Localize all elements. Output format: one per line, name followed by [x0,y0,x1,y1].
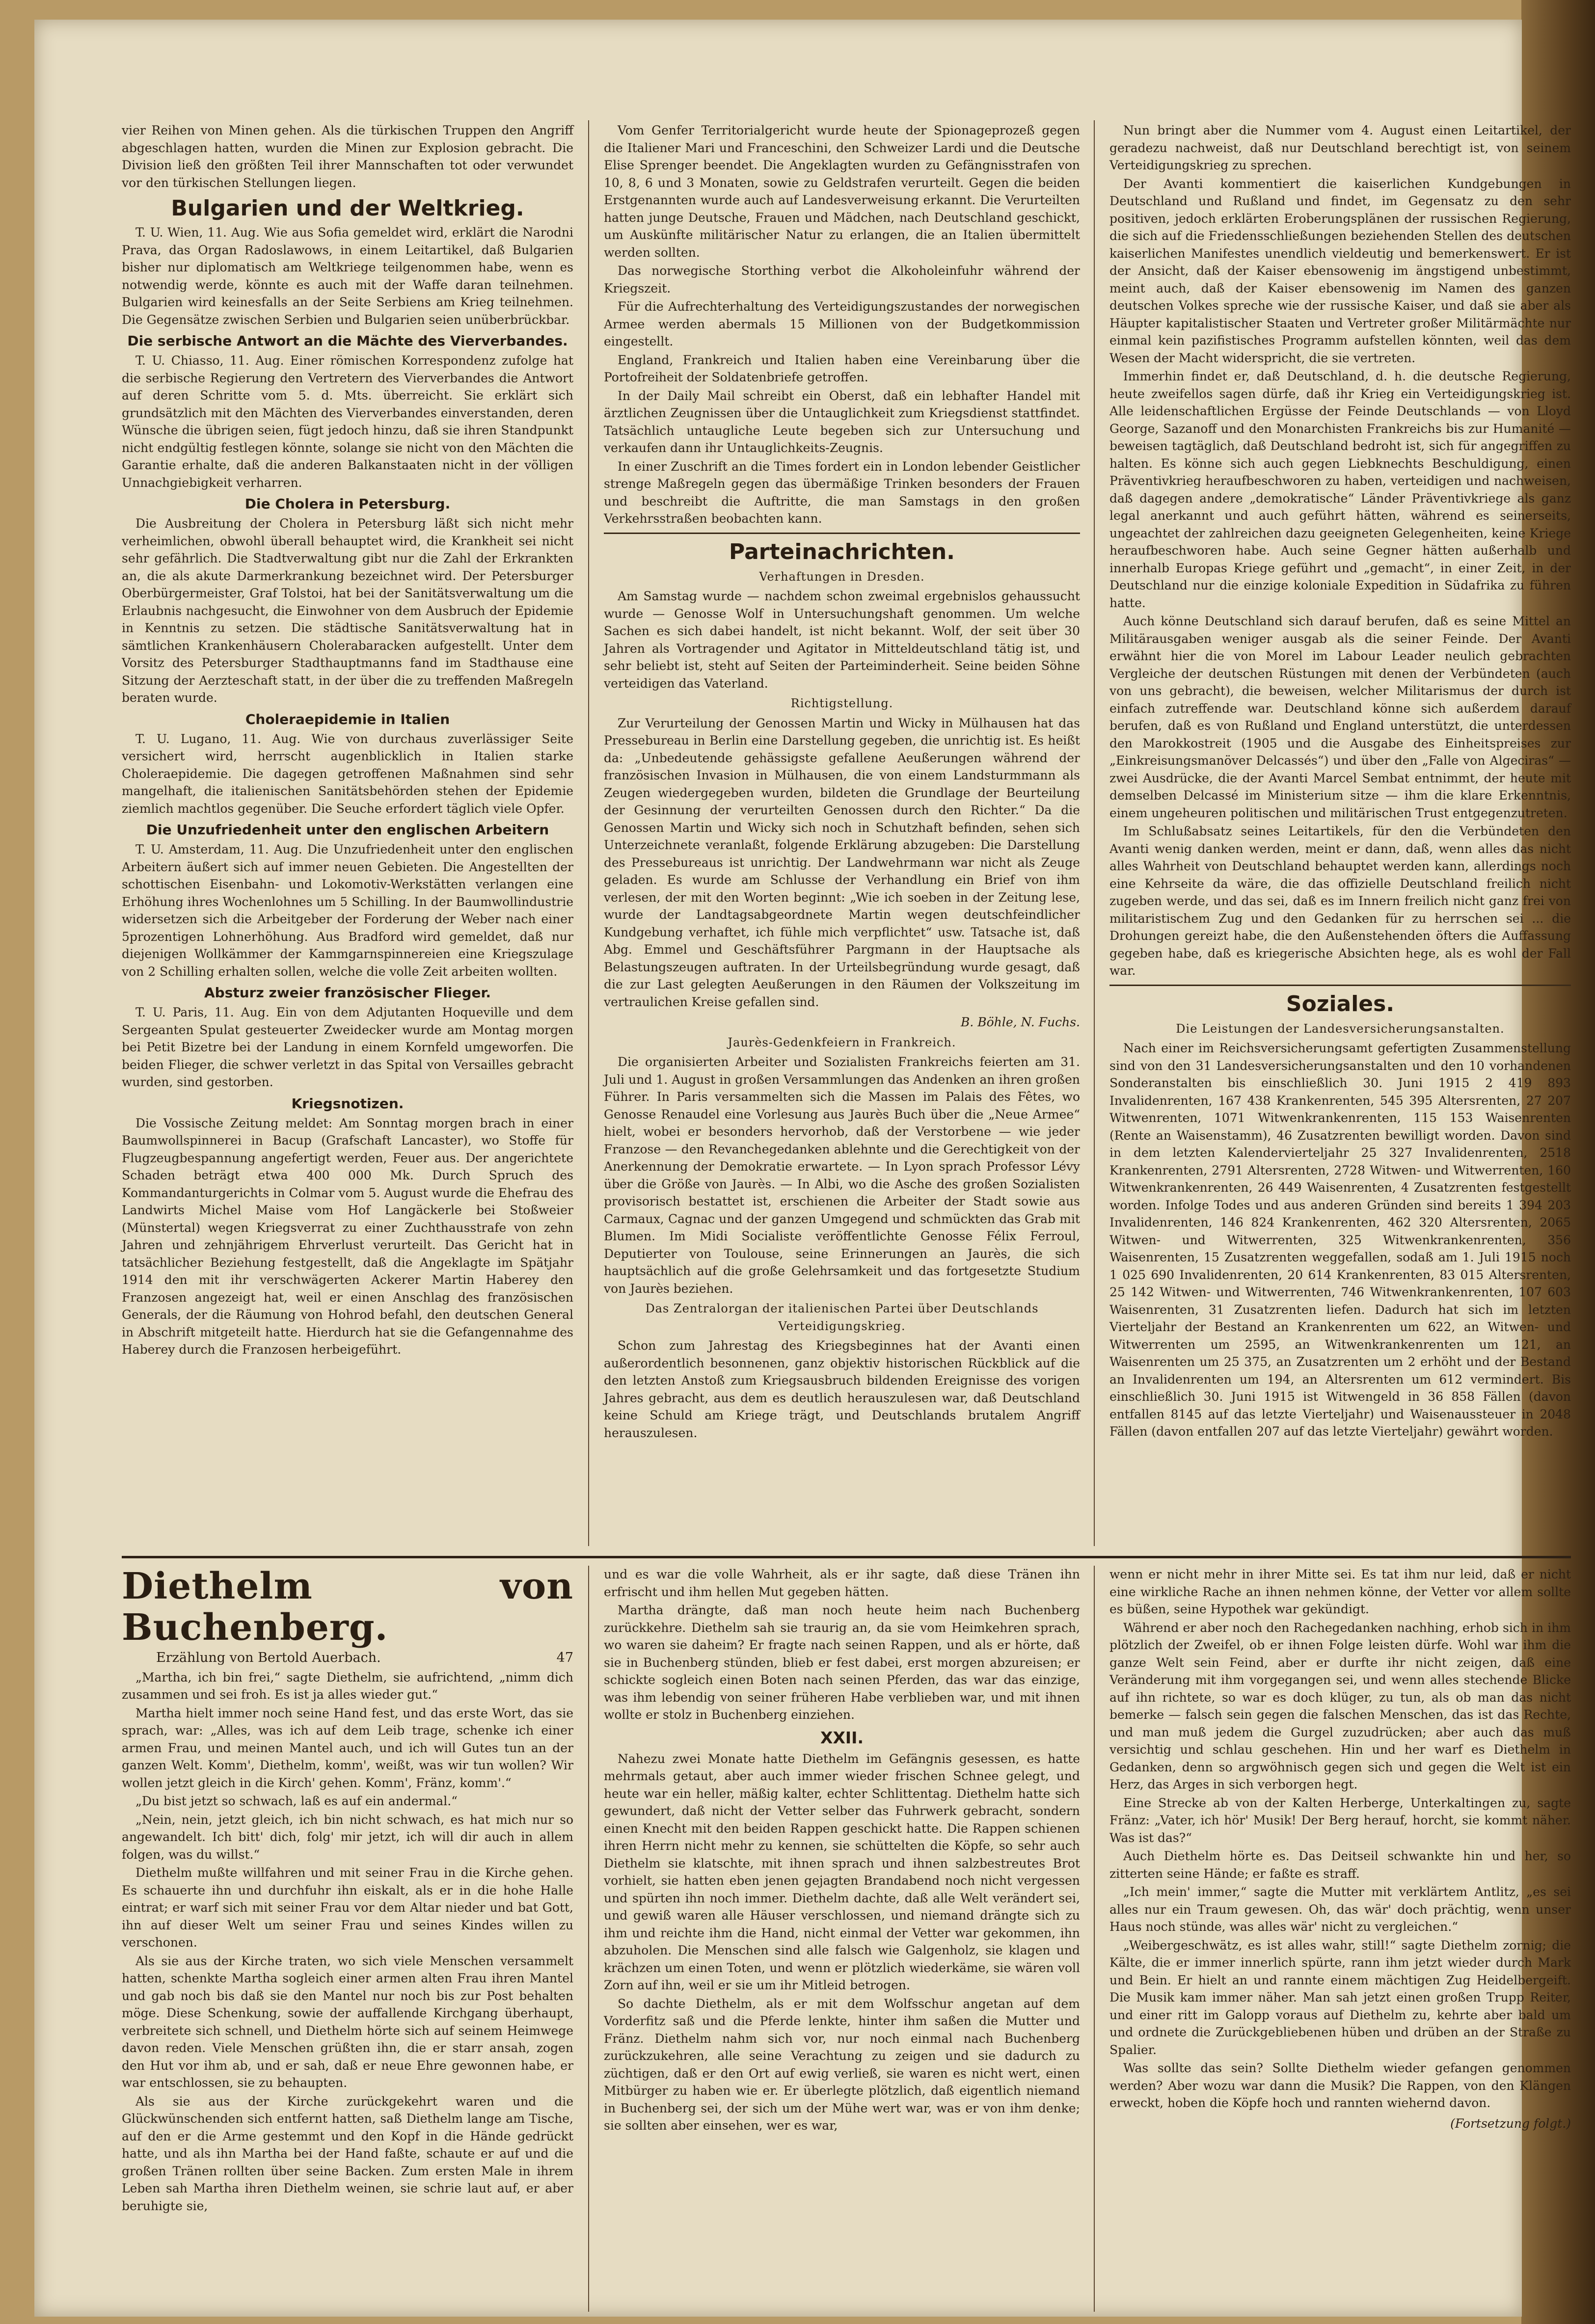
serial-column-3 [1109,1566,1571,2132]
serial-column-1 [122,1566,573,2216]
serial-paragraph: Diethelm mußte willfahren und mit seiner Frau in die Kirche gehen. Es schauerte ihn und durchfuhr ihn eiskalt, als er in die hohe Halle eintrat; er warf sich mit seiner Frau vor dem Altar nieder und bat Gott, ihn auf dieser Welt um seiner Frau und seines Kindes willen zu verschonen. [122,1866,573,1950]
article-genf: Vom Genfer Territorialgericht wurde heute der Spionageprozeß gegen die Italiener Mari und Franceschini, den Schweizer Lardi und die Deutsche Elise Sprenger beendet. Die Angeklagten wurden zu Gefängnisstrafen von 10, 8, 6 und 3 Monaten, sowie zu Geldstrafen verurteilt. Gegen die beiden Erstgenannten wurde auch auf Landesverweisung erkannt. Die Verurteilten hatten junge Deutsche, Frauen und Mädchen, nach Deutschland geschickt, um Auskünfte militärischer Natur zu erlangen, die an Italien übermittelt werden sollten. [604,123,1080,260]
serial-paragraph: „Ich mein' immer,“ sagte die Mutter mit verklärtem Antlitz, „es sei alles nur ein Traum gewesen. Oh, das wär' doch prächtig, wenn unser Haus noch stünde, was alles wär' nicht zu vergleichen.“ [1109,1885,1571,1934]
article-times: In einer Zuschrift an die Times fordert ein in London lebender Geistlicher strenge Maßregeln gegen das übermäßige Trinken besonders der Frauen und beschreibt die Auftritte, die man Samstags in den großen Verkehrsstraßen beobachten kann. [604,459,1080,526]
article-richtigstellung: Zur Verurteilung der Genossen Martin und Wicky in Mülhausen hat das Pressebureau in Berlin eine Darstellung gegeben, die unrichtig ist. Es heißt da: „Unbedeutende gehässigste gefallene Aeußerungen während der französischen Invasion in Mülhausen, die von einem Landsturmmann als Zeugen wiedergegeben wurden, bildeten die Grundlage der Beurteilung der Gesinnung der verurteilten Genossen durch den Richter.“ Da die Genossen Martin und Wicky sich noch in Schutzhaft befinden, sehen sich Unterzeichnete veranlaßt, folgende Erklärung abzugeben: Die Darstellung des Pressebureaus ist unrichtig. Der Landwehrmann war nicht als Zeuge geladen. Es wurde am Schlusse der Verhandlung ein Brief von ihm verlesen, der mit den Worten beginnt: „Wie ich soeben in der Zeitung lese, wurde der Landtagsabgeordnete Martin wegen deutschfeindlicher Kundgebung verhaftet, ich fühle mich verpflichtet“ usw. Tatsache ist, daß Abg. Emmel und Geschäftsführer Pargmann in der Hauptsache als Belastungszeugen auftraten. In der Urteilsbegründung wurde gesagt, daß die zur Last gelegten Aeußerungen in den Räumen der Volkszeitung im vertraulichen Kreise gefallen sind. [604,716,1080,1009]
section-rule [604,533,1080,534]
serial-paragraph: und es war die volle Wahrheit, als er ihr sagte, daß diese Tränen ihn erfrischt und ihm hellen Mut gegeben hätten. [604,1567,1080,1599]
subheadline-zentralorgan: Das Zentralorgan der italienischen Partei über Deutschlands Verteidigungskrieg. [645,1302,1039,1333]
headline-cholera-petersburg: Die Cholera in Petersburg. [244,496,451,512]
article-daily-mail: In der Daily Mail schreibt ein Oberst, daß ein lebhafter Handel mit ärztlichen Zeugnissen über die Untauglichkeit zum Kriegsdienst stattfindet. Tatsächlich untaugliche Leute begeben sich zur Untersuchung und verkaufen dann ihr Untauglichkeits-Zeugnis. [604,388,1080,455]
serial-paragraph: So dachte Diethelm, als er mit dem Wolfsschur angetan auf dem Vorderfitz saß und die Pferde lenkte, hinter ihm saßen die Mutter und Fränz. Diethelm nahm sich vor, nur noch einmal nach Buchenberg zurückzukehren, alle seine Verachtung zu zeigen und sie dadurch zu züchtigen, daß er den Ort auf ewig verließ, sie waren es nicht wert, einen Mitbürger zu haben wie er. Er überlegte plötzlich, daß eigentlich niemand in Buchenberg sei, der sich um der Mühe wert war, was er von ihm denke; sie sollten aber einsehen, wer es war, [604,1996,1080,2133]
article-norwegen-armee: Für die Aufrechterhaltung des Verteidigungszustandes der norwegischen Armee werden abermals 15 Millionen von der Budgetkommission eingestellt. [604,299,1080,348]
subheadline-landesversicherung: Die Leistungen der Landesversicherungsanstalten. [1176,1021,1505,1036]
article-landesversicherung: Nach einer im Reichsversicherungsamt gefertigten Zusammenstellung sind von den 31 Landesversicherungsanstalten und den 10 vorhandenen Sonderanstalten bis einschließlich 30. Juni 1915 2 419 893 Invalidenrenten, 167 438 Krankenrenten, 545 395 Altersrenten, 27 207 Witwenrenten, 1071 Witwenkrankenrenten, 115 153 Waisenrenten (Rente an Waisenstamm), 46 Zusatzrenten bewilligt worden. Davon sind in dem letzten Kalendervierteljahr 25 327 Invalidenrenten, 2518 Krankenrenten, 2791 Altersrenten, 2728 Witwen- und Witwerrenten, 160 Witwenkrankenrenten, 26 449 Waisenrenten, 4 Zusatzrenten festgestellt worden. Infolge Todes und aus anderen Gründen sind bereits 1 394 203 Invalidenrenten, 146 824 Krankenrenten, 462 320 Altersrenten, 2065 Witwen- und Witwerrenten, 325 Witwenkrankenrenten, 356 Waisenrenten, 15 Zusatzrenten weggefallen, sodaß am 1. Juli 1915 noch 1 025 690 Invalidenrenten, 20 614 Krankenrenten, 83 015 Altersrenten, 25 142 Witwen- und Witwerrenten, 746 Witwenkrankenrenten, 107 603 Waisenrenten, 31 Zusatzrenten liefen. Dadurch hat sich im letzten Vierteljahr der Bestand an Krankenrenten um 622, an Witwen- und Witwerrenten um 2595, an Witwenkrankenrenten um 121, an Waisenrenten um 25 375, an Zusatzrenten um 2 erhöht und der Bestand an Invalidenrenten um 194, an Altersrenten um 612 vermindert. Bis einschließlich 30. Juni 1915 ist Witwengeld in 36 858 Fällen (davon entfallen 8145 auf das letzte Vierteljahr) und Waisenaussteuer in 2048 Fällen (davon entfallen 207 auf das letzte Vierteljahr) gewährt worden. [1109,1041,1571,1439]
article-serbische-antwort: T. U. Chiasso, 11. Aug. Einer römischen Korrespondenz zufolge hat die serbische Regierung den Vertretern des Vierverbandes die Antwort auf deren Schritte vom 5. d. Mts. überreicht. Sie erklärt sich grundsätzlich mit den Mächten des Vierverbandes einverstanden, deren Wünsche die übrigen seien, fügt jedoch hinzu, daß sie ihren Standpunkt nicht endgültig festlegen könnte, solange sie nicht von den Mächten die Garantie erhalte, daß die anderen Balkanstaaten nicht in der völligen Unnachgiebigkeit verharren. [122,353,573,490]
article-zentralorgan: Schon zum Jahrestag des Kriegsbeginnes hat der Avanti einen außerordentlich besonnenen, ganz objektiv historischen Rückblick auf die den letzten Anstoß zum Kriegsausbruch bildenden Ereignisse des vorigen Jahres gebracht, aus dem es deutlich herauszulesen war, daß Deutschland keine Schuld am Kriege trägt, und Deutschlands brutalem Angriff herauszulesen. [604,1338,1080,1440]
headline-englische-arbeiter: Die Unzufriedenheit unter den englischen Arbeitern [146,822,549,838]
article-jaures: Die organisierten Arbeiter und Sozialisten Frankreichs feierten am 31. Juli und 1. August in großen Versammlungen das Andenken an ihren großen Führer. In Paris versammelten sich die Massen im Palais des Fêtes, wo Genosse Renaudel eine Vorlesung aus Jaurès Buch über die „Neue Armee“ hielt, wobei er besonders hervorhob, daß der Verstorbene — wie jeder Franzose — den Revanchegedanken ablehnte und die Gerechtigkeit von der Anerkennung der Demokratie erwartete. — In Lyon sprach Professor Lévy über die Größe von Jaurès. — In Albi, wo die Asche des großen Sozialisten provisorisch bestattet ist, erschienen die Arbeiter der Stadt sowie aus Carmaux, Cagnac und der ganzen Umgegend und schmückten das Grab mit Blumen. Im Midi Socialiste veröffentlichte Genosse Félix Ferroul, Deputierter von Toulouse, seine Erinnerungen an Jaurès, die sich hauptsächlich auf die große Gelehrsamkeit und das fortgesetzte Studium von Jaurès beziehen. [604,1055,1080,1296]
serial-paragraph: Nahezu zwei Monate hatte Diethelm im Gefängnis gesessen, es hatte mehrmals getaut, aber auch immer wieder frischen Schnee gelegt, und heute war ein heller, mäßig kalter, echter Schlittentag. Diethelm hatte sich gewundert, daß nicht der Vetter selber das Fuhrwerk gebracht, sondern einen Knecht mit den beiden Rappen geschickt hatte. Die Rappen schienen ihren Herrn nicht mehr zu kennen, sie schüttelten die Köpfe, so sehr auch Diethelm sie klatschte, mit ihnen sprach und ihnen salzbestreutes Brot vorhielt, sie hatten eben jenen gejagten Brandabend noch nicht vergessen und spürten ihn noch immer. Diethelm dachte, daß alle Welt verändert sei, und gewiß waren alle Häuser verschlossen, und niemand drängte sich zu ihm und reichte ihm die Hand, nicht einmal der Vetter war gekommen, ihn abzuholen. Die Menschen sind alle falsch wie Galgenholz, sie klagen und krächzen um einen Toten, und wenn er plötzlich wiederkäme, sie wären voll Zorn auf ihn, weil er sie um ihr Mitleid betrogen. [604,1751,1080,1992]
continuation-note: (Fortsetzung folgt.) [1450,2116,1571,2131]
column-divider [1094,120,1095,1546]
serial-title: Diethelm von Buchenberg. [122,1565,573,1649]
serial-paragraph: Was sollte das sein? Sollte Diethelm wieder gefangen genommen werden? Aber wozu war dann die Musik? Die Rappen, von den Klängen erweckt, hoben die Köpfe hoch und rannten wiehernd davon. [1109,2061,1571,2110]
section-rule [1109,985,1571,986]
article-kriegsnotizen: Die Vossische Zeitung meldet: Am Sonntag morgen brach in einer Baumwollspinnerei in Bacup (Grafschaft Lancaster), wo Stoffe für Flugzeugbespannung angefertigt werden, Feuer aus. Der angerichtete Schaden beträgt etwa 400 000 Mk. Durch Spruch des Kommandanturgerichts in Colmar vom 5. August wurde die Ehefrau des Landwirts Michel Maise vom Hof Langäckerle bei Stoßweier (Münstertal) wegen Kriegsverrat zu einer Zuchthausstrafe von zehn Jahren und zehnjährigem Ehrverlust verurteilt. Das Gericht hat in tatsächlicher Beziehung festgestellt, daß die Angeklagte im Spätjahr 1914 den mit ihr verschwägerten Ackerer Martin Haberey den Franzosen angezeigt hat, weil er einen Anschlag des französischen Generals, der die Räumung von Hohrod befahl, den deutschen General in Abschrift mitgeteilt hatte. Hierdurch hat sie die Gefangennahme des Haberey durch die Franzosen herbeigeführt. [122,1116,573,1357]
subheadline-jaures: Jaurès-Gedenkfeiern in Frankreich. [728,1035,956,1049]
article-cholera-petersburg: Die Ausbreitung der Cholera in Petersburg läßt sich nicht mehr verheimlichen, obwohl überall behauptet wird, die Krankheit sei nicht sehr gefährlich. Die Stadtverwaltung gibt nur die Zahl der Erkrankten an, die als akute Darmerkrankung bezeichnet wird. Der Petersburger Oberbürgermeister, Graf Tolstoi, hat bei der Sanitätsverwaltung um die Erlaubnis nachgesucht, die Einwohner von dem Ausbruch der Epidemie in Kenntnis zu setzen. Die städtische Sanitätsverwaltung hat in sämtlichen Krankenhäusern Cholerabaracken aufgestellt. Unter dem Vorsitz des Petersburger Stadthauptmanns fand im Stadthause eine Sitzung der Aerzteschaft statt, in der über die zu treffenden Maßregeln beraten wurde. [122,516,573,705]
serial-column-2 [604,1566,1080,2136]
serial-paragraph: Martha hielt immer noch seine Hand fest, und das erste Wort, das sie sprach, war: „Alles, was ich auf dem Leib trage, schenke ich einer armen Frau, und meinen Mantel auch, und ich will Gutes tun an der ganzen Welt. Komm', Diethelm, komm', weißt, was wir tun wollen? Wir wollen jetzt gleich in die Kirch' gehen. Komm', Fränz, komm'.“ [122,1706,573,1790]
column-3 [1109,122,1571,1442]
article-avanti-2: Der Avanti kommentiert die kaiserlichen Kundgebungen in Deutschland und Rußland und findet, im Gegensatz zu den sehr positiven, jedoch erklärten Eroberungsplänen der russischen Regierung, die sich auf die Friedensschließungen beziehenden Stellen des deutschen kaiserlichen Manifestes unendlich vieldeutig und bemerkenswert. Er ist der Ansicht, daß der Kaiser ebensowenig im ängstigend unbestimmt, meint auch, daß der Kaiser ebensowenig im Namen des ganzen deutschen Volkes spreche wie der russische Kaiser, und daß sie aber als Häupter kapitalistischer Staaten und Vertreter großer Militärmächte nur einmal kein pazifistisches Programm aufstellen könnten, weil das dem Wesen der Macht widerspricht, die sie vertreten. [1109,176,1571,365]
chapter-number: XXII. [820,1728,864,1747]
serial-paragraph: wenn er nicht mehr in ihrer Mitte sei. Es tat ihm nur leid, daß er nicht eine wirkliche Rache an ihnen nehmen könne, der Vetter vor allem sollte es büßen, seine Hypothek war gekündigt. [1109,1567,1571,1616]
column-divider [588,120,589,1546]
serial-paragraph: „Weibergeschwätz, es ist alles wahr, still!“ sagte Diethelm zornig; die Kälte, die er immer innerlich spürte, rann ihm jetzt wieder durch Mark und Bein. Er hielt an und rannte einem mächtigen Zug Heidelbergeift. Die Musik kam immer näher. Man sah jetzt einen großen Trupp Reiter, und einer ritt im Galopp voraus auf Diethelm zu, kehrte aber bald um und ordnete die Zurückgebliebenen hüben und drüben an der Straße zu Spalier. [1109,1938,1571,2057]
signature: B. Böhle, N. Fuchs. [961,1015,1080,1029]
newspaper-page [34,20,1571,2317]
column-1 [122,122,573,1360]
headline-parteinachrichten: Parteinachrichten. [729,539,955,564]
serial-paragraph: Während er aber noch den Rachegedanken nachhing, erhob sich in ihm plötzlich der Zweifel, ob er ihnen Folge leisten dürfe. Wohl war ihm die ganze Welt sein Feind, aber er durfte ihr nicht zeigen, daß eine Veränderung mit ihm vorgegangen sei, und wenn alles stechende Blicke auf ihn richtete, so war es doch klüger, zu tun, als ob man das nicht bemerke — falsch sein gegen die falschen Menschen, das ist das Rechte, und man muß jedem die Gurgel zuzudrücken; aber auch das muß versichtig und schlau geschehen. Hin und her warf es Diethelm in Gedanken, denn so argwöhnisch gegen sich und gegen die Welt ist ein Herz, das Arges in sich verborgen hegt. [1109,1620,1571,1791]
serial-paragraph: Martha drängte, daß man noch heute heim nach Buchenberg zurückkehre. Diethelm sah sie traurig an, da sie vom Heimkehren sprach, wo waren sie daheim? Er fragte nach seinen Rappen, und als er hörte, daß sie in Buchenberg stünden, blieb er fest dabei, erst morgen abzureisen; er schickte sogleich einen Boten nach seinen Pferden, das war das einzige, was ihm lebendig von seiner früheren Habe verblieben war, und mit ihnen wollte er stolz in Buchenberg einziehen. [604,1603,1080,1722]
serial-paragraph: Als sie aus der Kirche traten, wo sich viele Menschen versammelt hatten, schenkte Martha sogleich einer armen alten Frau ihren Mantel und gab noch bis daß sie den Mantel nur noch bis zur Post behalten möge. Diese Schenkung, sowie der auffallende Kirchgang überhaupt, verbreitete sich schnell, und Diethelm hörte sich auf seinem Heimwege davon reden. Viele Menschen grüßten ihn, die er starr ansah, zogen den Hut vor ihm ab, und er sah, daß er neue Ehre gewonnen habe, er war entschlossen, sie zu behaupten. [122,1953,573,2090]
serial-byline: Erzählung von Bertold Auerbach. [156,1650,381,1665]
article-portofreiheit: England, Frankreich und Italien haben eine Vereinbarung über die Portofreiheit der Soldatenbriefe getroffen. [604,352,1080,384]
article-englische-arbeiter: T. U. Amsterdam, 11. Aug. Die Unzufriedenheit unter den englischen Arbeitern äußert sich auf immer neuen Gebieten. Die Angestellten der schottischen Eisenbahn- und Lokomotiv-Werkstätten verlangen eine Erhöhung ihres Wochenlohnes um 5 Schilling. In der Baumwollindustrie widersetzen sich die Arbeitgeber der Forderung der Weber nach einer 5prozentigen Lohnerhöhung. Aus Bradford wird gemeldet, daß nur diejenigen Wollkämmer der Kammgarnspinnereien eine Kriegszulage von 2 Schilling erhalten sollen, welche die volle Zeit arbeiten wollten. [122,842,573,979]
column-2 [604,122,1080,1442]
article-avanti-3: Immerhin findet er, daß Deutschland, d. h. die deutsche Regierung, heute zweifellos sagen dürfe, daß ihr Krieg ein Verteidigungskrieg ist. Alle leidenschaftlichen Ergüsse der Feinde Deutschlands — von Lloyd George, Sazanoff und den Monarchisten Frankreichs bis zur Humanité — beweisen tagtäglich, daß Deutschland bedroht ist, sich für angegriffen zu halten. Es könne sich auch gegen Liebknechts Beschuldigung, einen Präventivkrieg heraufbeschworen zu haben, verteidigen und nachweisen, daß dagegen andere „demokratische“ Länder Präventivkriege als ganz legal anerkannt und auch geführt hätten, während es seinerseits, ungeachtet der zahlreichen dazu geeigneten Gelegenheiten, keine Kriege heraufbeschworen habe. Auch seine Gegner hätten außerhalb und innerhalb Europas Kriege geführt und „gemacht“, in einer Zeit, in der Deutschland nur die einzige koloniale Expedition in Südafrika zu führen hatte. [1109,369,1571,610]
headline-kriegsnotizen: Kriegsnotizen. [291,1095,404,1112]
headline-cholera-italien: Choleraepidemie in Italien [245,711,450,727]
serial-paragraph: Auch Diethelm hörte es. Das Deitseil schwankte hin und her, so zitterten seine Hände; er faßte es straff. [1109,1849,1571,1881]
article-bulgarien: T. U. Wien, 11. Aug. Wie aus Sofia gemeldet wird, erklärt die Narodni Prava, das Organ Radoslawows, in einem Leitartikel, daß Bulgarien bisher nur diplomatisch am Weltkriege teilgenommen habe, wenn es notwendig werde, könnte es auch mit der Waffe daran teilnehmen. Bulgarien wird keinesfalls an der Seite Serbiens am Krieg teilnehmen. Die Gegensätze zwischen Serbien und Bulgarien seien unüberbrückbar. [122,225,573,327]
serial-paragraph: Als sie aus der Kirche zurückgekehrt waren und die Glückwünschenden sich entfernt hatten, saß Diethelm lange am Tische, auf den er die Arme gestemmt und den Kopf in die Hände gedrückt hatte, und als ihn Martha bei der Hand faßte, schaute er auf und die großen Tränen rollten über seine Backen. Zum ersten Male in ihrem Leben sah Martha ihren Diethelm weinen, sie schrie laut auf, er aber beruhigte sie, [122,2094,573,2213]
article-avanti-4: Auch könne Deutschland sich darauf berufen, daß es seine Mittel an Militärausgaben weniger ausgab als die seiner Feinde. Der Avanti erwähnt hier die von Morel im Labour Leader neulich gebrachten Vergleiche der deutschen Rüstungen mit denen der Verbündeten (auch von uns gebracht), die beweisen, welcher Militarismus der durch ist einfach zutreffende war. Deutschland könne sich außerdem darauf berufen, daß es von Rußland und England unterstützt, die unterdessen den Marokkostreit (1905 und die Ausgabe des Einheitspreises zur „Einkreisungsmanöver Delcassés“) und über den „Falle von Algeciras“ — zwei Ausdrücke, die der Avanti Marcel Sembat entnimmt, der heute mit demselben Delcassé im Ministerium sitze — ihm die klare Erkenntnis, einem ungeheuren politischen und militärischen Trust entgegenzutreten. [1109,614,1571,820]
article-norwegen-alkohol: Das norwegische Storthing verbot die Alkoholeinfuhr während der Kriegszeit. [604,264,1080,295]
serial-number: 47 [556,1650,573,1665]
column-divider [588,1566,589,2312]
article-cholera-italien: T. U. Lugano, 11. Aug. Wie von durchaus zuverlässiger Seite versichert wird, herrscht augenblicklich in Italien starke Choleraepidemie. Die dagegen getroffenen Maßnahmen sind sehr mangelhaft, die italienischen Sanitätsbehörden stehen der Epidemie ziemlich machtlos gegenüber. Die Seuche erfordert täglich viele Opfer. [122,731,573,816]
serial-paragraph: „Du bist jetzt so schwach, laß es auf ein andermal.“ [135,1794,458,1808]
headline-serbische-antwort: Die serbische Antwort an die Mächte des Vierverbandes. [127,333,568,349]
serial-byline-row [122,1649,573,1667]
column-divider [1094,1566,1095,2312]
serial-divider [122,1556,1571,1558]
article-avanti-1: Nun bringt aber die Nummer vom 4. August einen Leitartikel, der geradezu nachweist, daß nur Deutschland berechtigt ist, von seinem Verteidigungskrieg zu sprechen. [1109,123,1571,172]
serial-paragraph: „Martha, ich bin frei,“ sagte Diethelm, sie aufrichtend, „nimm dich zusammen und sei froh. Es ist ja alles wieder gut.“ [122,1670,573,1702]
headline-bulgarien: Bulgarien und der Weltkrieg. [171,196,524,221]
subheadline-richtigstellung: Richtigstellung. [790,696,893,710]
article-verhaftungen: Am Samstag wurde — nachdem schon zweimal ergebnislos gehaussucht wurde — Genosse Wolf in Untersuchungshaft genommen. Um welche Sachen es sich dabei handelt, ist nicht bekannt. Wolf, der seit über 30 Jahren als Vortragender und Agitator in Mitteldeutschland tätig ist, und sehr beliebt ist, steht auf Seiten der Parteiminderheit. Seine beiden Söhne verteidigen das Vaterland. [604,589,1080,691]
intro-paragraph: vier Reihen von Minen gehen. Als die türkischen Truppen den Angriff abgeschlagen hatten, wurden die Minen zur Explosion gebracht. Die Division ließ den größten Teil ihrer Mannschaften tot oder verwundet vor den türkischen Stellungen liegen. [122,123,573,190]
subheadline-verhaftungen: Verhaftungen in Dresden. [759,569,925,584]
article-avanti-5: Im Schlußabsatz seines Leitartikels, für den die Verbündeten den Avanti wenig danken werden, meint er dann, daß, wenn alles das nicht alles Wahrheit von Deutschland behauptet werden kann, allerdings noch eine Kehrseite da wäre, die das offizielle Deutschland freilich nicht zugeben werde, und das sei, daß es im Innern freilich nicht ganz frei von militaristischem Zug und den Gedanken für zu herrschen sei ... die Drohungen gereizt habe, die den Außenstehenden öfters die Auffassung gegeben habe, daß es kriegerische Absichten hege, als es wohl der Fall war. [1109,824,1571,978]
serial-paragraph: „Nein, nein, jetzt gleich, ich bin nicht schwach, es hat mich nur so angewandelt. Ich bitt' dich, folg' mir jetzt, ich will dir auch in allem folgen, was du willst.“ [122,1812,573,1862]
headline-flieger: Absturz zweier französischer Flieger. [204,985,491,1001]
article-flieger: T. U. Paris, 11. Aug. Ein von dem Adjutanten Hoqueville und dem Sergeanten Spulat gesteuerter Zweidecker wurde am Montag morgen bei Petit Bizetre bei der Landung in einem Kornfeld umgeworfen. Die beiden Flieger, die schwer verletzt in das Spital von Versailles gebracht wurden, sind gestorben. [122,1005,573,1089]
headline-soziales: Soziales. [1286,991,1395,1016]
serial-paragraph: Eine Strecke ab von der Kalten Herberge, Unterkaltingen zu, sagte Fränz: „Vater, ich hör' Musik! Der Berg herauf, horcht, sie kommt näher. Was ist das?“ [1109,1795,1571,1845]
